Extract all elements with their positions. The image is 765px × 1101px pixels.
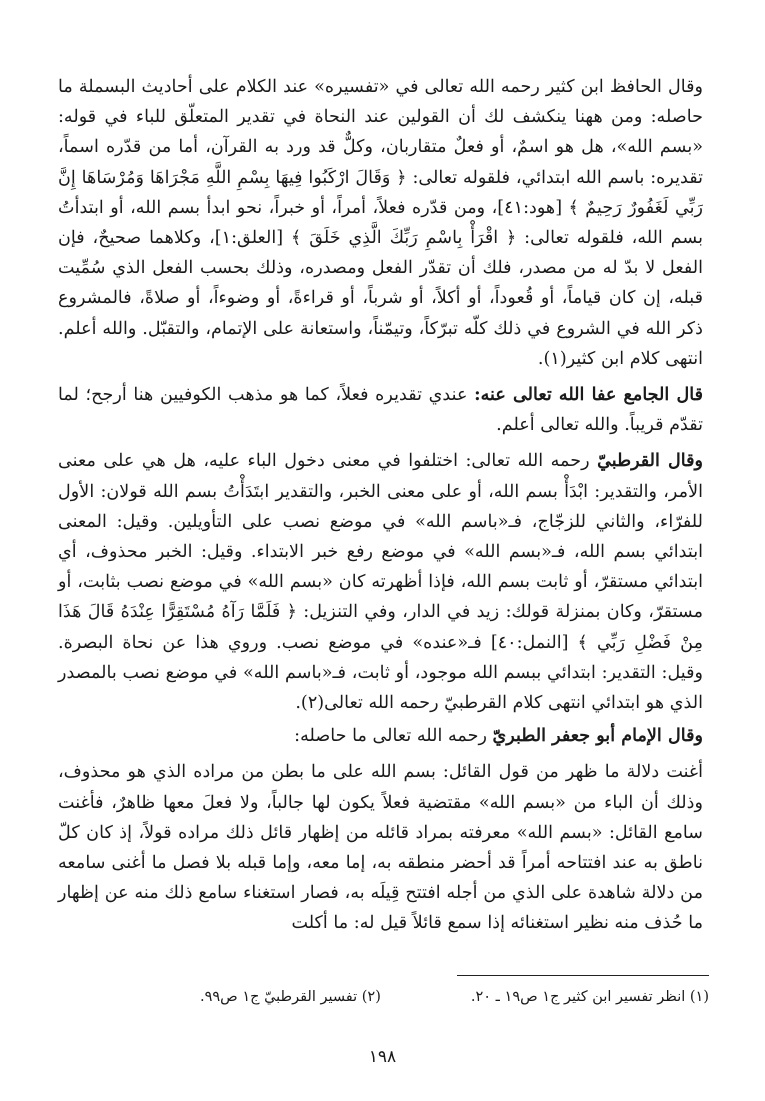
qurtubi-lead: وقال القرطبيّ — [597, 450, 703, 472]
compiler-note-lead: قال الجامع عفا الله تعالى عنه: — [474, 384, 703, 406]
paragraph-tabari-intro — [58, 721, 703, 751]
footnote-1: (١) انظر تفسير ابن كثير ج١ ص١٩ ـ ٢٠. — [470, 989, 709, 1005]
paragraph-qurtubi — [58, 446, 703, 718]
footnotes — [58, 986, 709, 1008]
footnote-2: (٢) تفسير القرطبيّ ج١ ص٩٩. — [199, 989, 381, 1005]
compiler-note-text: عندي تقديره فعلاً، كما هو مذهب الكوفيين هنا أرجح؛ لما تقدّم قريباً. والله تعالى أعلم. — [58, 385, 703, 436]
paragraph-ibn-kathir: وقال الحافظ ابن كثير رحمه الله تعالى في «تفسيره» عند الكلام على أحاديث البسملة ما حاصله: ومن ههنا ينكشف لك أن القولين عند النحاة في تقدير المتعلّق للباء في قوله: «بسم الله»، هل هو اسمٌ، أو فعلٌ متقاربان، وكلٌّ قد ورد به القرآن، أما من قدّره اسماً، تقديره: باسم الله ابتدائي، فلقوله تعالى: ﴿ وَقَالَ ارْكَبُوا فِيهَا بِسْمِ اللَّهِ مَجْرَاهَا وَمُرْسَاهَا إِنَّ رَبِّي لَغَفُورٌ رَحِيمٌ ﴾ [هود:٤١]، ومن قدّره فعلاً، أمراً، أو خبراً، نحو ابدأ بسم الله، أو ابتدأتُ بسم الله، فلقوله تعالى: ﴿ اقْرَأْ بِاسْمِ رَبِّكَ الَّذِي خَلَقَ ﴾ [العلق:١]، وكلاهما صحيحٌ، فإن الفعل لا بدّ له من مصدر، فلك أن تقدّر الفعل ومصدره، وذلك بحسب الفعل الذي سُمِّيت قبله، إن كان قياماً، أو قُعوداً، أو أكلاً، أو شرباً، أو قراءةً، أو وضوءاً، أو صلاةً، فالمشروع ذكر الله في الشروع في ذلك كلّه تبرّكاً، وتيمّناً، واستعانة على الإتمام، والتقبّل. والله أعلم. انتهى كلام ابن كثير(١). — [58, 77, 704, 369]
page-number: ١٩٨ — [368, 1047, 397, 1067]
tabari-intro-text: رحمه الله تعالى ما حاصله: — [294, 726, 493, 747]
tabari-lead: وقال الإمام أبو جعفر الطبريّ — [492, 725, 703, 747]
paragraph-compiler-note — [58, 380, 703, 440]
qurtubi-text: رحمه الله تعالى: اختلفوا في معنى دخول الباء عليه، هل هي على معنى الأمر، والتقدير: ابْدَأْ بسم الله، أو على معنى الخبر، والتقدير ابتَدَأْتُ بسم الله قولان: الأول للفرّاء، والثاني للزجّاج، فـ«باسم الله» في موضع نصب على التأويلين. وقيل: المعنى ابتدائي بسم الله، فـ«بسم الله» في موضع رفع خبر الابتداء. وقيل: الخبر محذوف، أي ابتدائي مستقرّ، أو ثابت بسم الله، فإذا أظهرته كان «بسم الله» في موضع نصب بثابت، أو مستقرّ، وكان بمنزلة قولك: زيد في الدار، وفي التنزيل: ﴿ فَلَمَّا رَآهُ مُسْتَقِرًّا عِنْدَهُ قَالَ هَذَا مِنْ فَضْلِ رَبِّي ﴾ [النمل:٤٠] فـ«عنده» في موضع نصب. وروي هذا عن نحاة البصرة. وقيل: التقدير: ابتدائي ببسم الله موجود، أو ثابت، فـ«باسم الله» في موضع نصب بالمصدر الذي هو ابتدائي انتهى كلام القرطبيّ رحمه الله تعالى(٢). — [58, 451, 704, 714]
footnote-divider — [457, 975, 709, 976]
paragraph-tabari-quote: أغنت دلالة ما ظهر من قول القائل: بسم الله على ما بطن من مراده الذي هو محذوف، وذلك أن الباء من «بسم الله» مقتضية فعلاً يكون لها جالباً، ولا فعلَ معها ظاهرٌ، فأغنت سامع القائل: «بسم الله» معرفته بمراد قائله من إظهار قائل ذلك مراده قولاً، إذ كان كلّ ناطق به عند افتتاحه أمراً قد أحضر منطقه به، إما معه، وإما قبله بلا فصل ما أغنى سامعه من دلالة شاهدة على الذي من أجله افتتح قِيلَه به، فصار استغناء سامع ذلك منه عن إظهار ما حُذف منه نظير استغنائه إذا سمع قائلاً قيل له: ما أكلت — [58, 762, 703, 934]
